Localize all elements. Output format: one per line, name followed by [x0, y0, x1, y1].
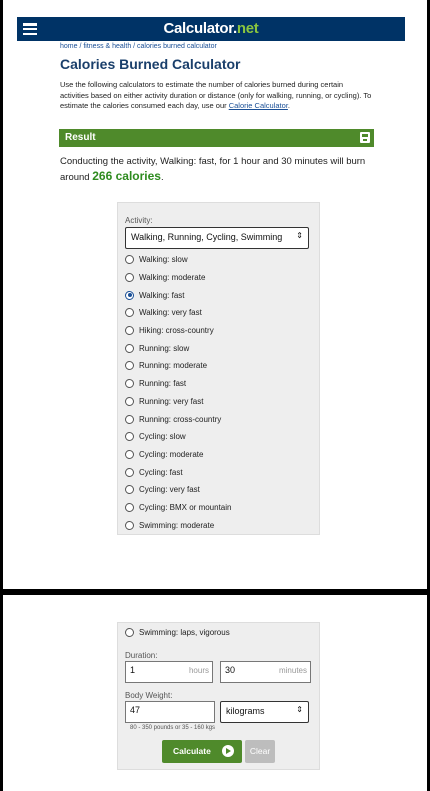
- activity-option-label: Running: moderate: [139, 361, 208, 371]
- activity-option[interactable]: [125, 393, 231, 411]
- intro-text: Use the following calculators to estimate the number of calories burned during certain activities based on either activity duration or distance (only for walking, running, or cycling). To estimate the calories consumed each day, use our Calorie Calculator.: [60, 80, 372, 110]
- activity-option-label: Running: cross-country: [139, 414, 222, 424]
- page-screenshot-bottom: [3, 595, 427, 791]
- radio-button[interactable]: [125, 291, 134, 300]
- radio-button[interactable]: [125, 361, 134, 370]
- result-text: Conducting the activity, Walking: fast, for 1 hour and 30 minutes will burn around 266 calories.: [60, 156, 366, 183]
- clear-button[interactable]: Clear: [245, 740, 275, 763]
- activity-option-label: Running: fast: [139, 379, 187, 389]
- site-logo[interactable]: Calculator.net: [163, 20, 259, 37]
- result-header-bar: [59, 129, 374, 147]
- activity-option[interactable]: [125, 499, 231, 517]
- activity-option[interactable]: [125, 463, 231, 481]
- activity-option[interactable]: [125, 410, 231, 428]
- activity-option-label: Running: slow: [139, 343, 190, 353]
- result-label: Result: [65, 132, 96, 143]
- activity-label: Activity:: [125, 216, 153, 225]
- chevron-updown-icon: ⇕: [296, 231, 303, 240]
- page-title: Calories Burned Calculator: [60, 56, 241, 72]
- activity-option-label: Cycling: slow: [139, 432, 186, 442]
- radio-button[interactable]: [125, 255, 134, 264]
- activity-option[interactable]: [125, 446, 231, 464]
- activity-option-label: Cycling: very fast: [139, 485, 200, 495]
- body-weight-input[interactable]: 47: [125, 701, 215, 723]
- radio-button[interactable]: [125, 415, 134, 424]
- radio-button[interactable]: [125, 344, 134, 353]
- duration-hours-input[interactable]: 1 hours: [125, 661, 213, 683]
- activity-option[interactable]: [125, 322, 231, 340]
- radio-button[interactable]: [125, 450, 134, 459]
- activity-radio-list: [125, 251, 231, 534]
- duration-label: Duration:: [125, 651, 158, 660]
- calories-value: 266 calories: [92, 169, 161, 183]
- chevron-updown-icon: ⇕: [296, 705, 303, 714]
- activity-option-label: Walking: moderate: [139, 273, 206, 283]
- radio-button[interactable]: [125, 521, 134, 530]
- activity-option[interactable]: [125, 269, 231, 287]
- activity-option-label: Hiking: cross-country: [139, 326, 214, 336]
- activity-option[interactable]: [125, 428, 231, 446]
- weight-unit-select[interactable]: kilograms ⇕: [220, 701, 309, 723]
- activity-option[interactable]: [125, 481, 231, 499]
- save-icon[interactable]: [360, 132, 370, 143]
- activity-option-label: Cycling: BMX or mountain: [139, 502, 232, 512]
- calculate-button[interactable]: Calculate: [162, 740, 242, 763]
- radio-button[interactable]: [125, 468, 134, 477]
- radio-button[interactable]: [125, 379, 134, 388]
- body-weight-label: Body Weight:: [125, 691, 173, 700]
- radio-button[interactable]: [125, 485, 134, 494]
- page-screenshot-top: [3, 0, 427, 589]
- radio-button[interactable]: [125, 326, 134, 335]
- radio-button[interactable]: [125, 308, 134, 317]
- duration-minutes-input[interactable]: 30 minutes: [220, 661, 311, 683]
- activity-option-label: Running: very fast: [139, 396, 204, 406]
- calculator-form-continued: [117, 622, 320, 770]
- calorie-calculator-link[interactable]: Calorie Calculator: [228, 101, 288, 110]
- activity-option-label: Swimming: moderate: [139, 520, 215, 530]
- activity-option-label: Walking: fast: [139, 290, 185, 300]
- activity-select[interactable]: Walking, Running, Cycling, Swimming ⇕: [125, 227, 309, 249]
- activity-option[interactable]: [125, 286, 231, 304]
- radio-button[interactable]: [125, 503, 134, 512]
- calculator-form: [117, 202, 320, 535]
- play-icon: [222, 745, 234, 757]
- activity-option[interactable]: [125, 357, 231, 375]
- site-header: [17, 17, 405, 41]
- activity-option[interactable]: Swimming: laps, vigorous: [125, 624, 230, 642]
- activity-option-label: Walking: slow: [139, 255, 188, 265]
- radio-button[interactable]: [125, 397, 134, 406]
- weight-range-hint: 80 - 350 pounds or 35 - 160 kgs: [130, 725, 216, 731]
- activity-option[interactable]: [125, 516, 231, 534]
- radio-button[interactable]: [125, 432, 134, 441]
- breadcrumb[interactable]: home / fitness & health / calories burned calculator: [60, 43, 217, 50]
- radio-button[interactable]: [125, 273, 134, 282]
- activity-option-label: Walking: very fast: [139, 308, 202, 318]
- activity-option[interactable]: [125, 375, 231, 393]
- activity-option[interactable]: [125, 339, 231, 357]
- activity-option[interactable]: [125, 304, 231, 322]
- activity-option[interactable]: [125, 251, 231, 269]
- activity-option-label: Cycling: moderate: [139, 449, 204, 459]
- radio-button[interactable]: [125, 628, 134, 637]
- activity-option-label: Cycling: fast: [139, 467, 183, 477]
